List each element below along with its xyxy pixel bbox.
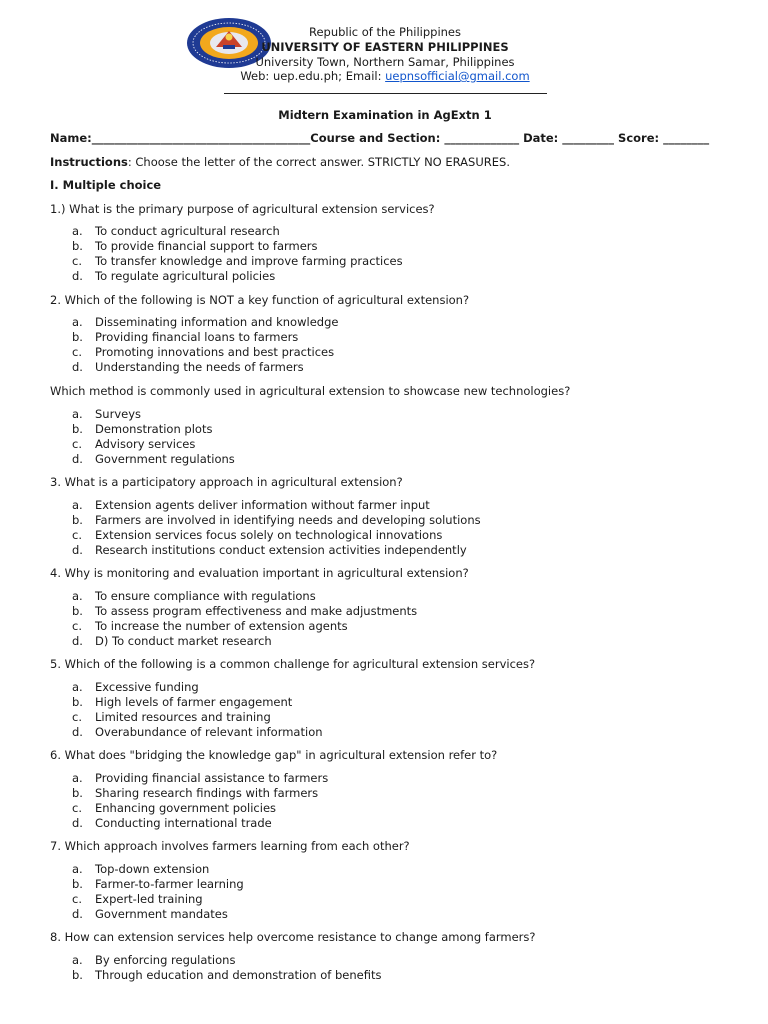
option-text: Through education and demonstration of benefits xyxy=(95,968,382,982)
option-item xyxy=(72,407,235,422)
option-item xyxy=(72,907,244,922)
option-item xyxy=(72,968,381,983)
question-text: 4. Why is monitoring and evaluation important in agricultural extension? xyxy=(50,566,469,580)
option-letter: d. xyxy=(72,360,83,374)
option-letter: c. xyxy=(72,892,82,906)
option-item xyxy=(72,437,235,452)
option-text: To conduct agricultural research xyxy=(95,224,280,238)
option-text: Enhancing government policies xyxy=(95,801,277,815)
option-text: Farmers are involved in identifying needs and developing solutions xyxy=(95,513,481,527)
option-text: Limited resources and training xyxy=(95,710,271,724)
option-item xyxy=(72,528,481,543)
option-list xyxy=(72,771,328,831)
option-text: Promoting innovations and best practices xyxy=(95,345,335,359)
option-text: To assess program effectiveness and make adjustments xyxy=(95,604,418,618)
option-letter: a. xyxy=(72,498,83,512)
option-text: Sharing research findings with farmers xyxy=(95,786,319,800)
option-letter: c. xyxy=(72,345,82,359)
option-letter: c. xyxy=(72,437,82,451)
option-item xyxy=(72,345,338,360)
option-item xyxy=(72,877,244,892)
option-letter: d. xyxy=(72,269,83,283)
option-item xyxy=(72,360,338,375)
option-letter: b. xyxy=(72,877,83,891)
option-list xyxy=(72,862,244,922)
option-letter: d. xyxy=(72,725,83,739)
option-text: Understanding the needs of farmers xyxy=(95,360,304,374)
option-text: Advisory services xyxy=(95,437,196,451)
option-letter: c. xyxy=(72,801,82,815)
option-item xyxy=(72,816,328,831)
option-text: To ensure compliance with regulations xyxy=(95,589,316,603)
option-text: D) To conduct market research xyxy=(95,634,272,648)
option-letter: a. xyxy=(72,862,83,876)
option-letter: d. xyxy=(72,634,83,648)
option-list xyxy=(72,407,235,467)
option-letter: b. xyxy=(72,968,83,982)
option-text: Research institutions conduct extension activities independently xyxy=(95,543,467,557)
option-item xyxy=(72,953,381,968)
option-letter: b. xyxy=(72,422,83,436)
option-letter: d. xyxy=(72,816,83,830)
option-list xyxy=(72,953,381,983)
option-text: Farmer-to-farmer learning xyxy=(95,877,244,891)
option-letter: a. xyxy=(72,771,83,785)
option-item xyxy=(72,680,323,695)
header-republic: Republic of the Philippines xyxy=(308,25,462,39)
option-item xyxy=(72,498,481,513)
option-letter: c. xyxy=(72,528,82,542)
option-item xyxy=(72,695,323,710)
option-item xyxy=(72,513,481,528)
option-item xyxy=(72,269,403,284)
option-text: To transfer knowledge and improve farming practices xyxy=(95,254,403,268)
instructions-text: : Choose the letter of the correct answer. STRICTLY NO ERASURES. xyxy=(127,155,510,169)
option-letter: c. xyxy=(72,619,82,633)
option-letter: d. xyxy=(72,907,83,921)
instructions-label: Instructions xyxy=(50,155,128,169)
option-text: Disseminating information and knowledge xyxy=(95,315,339,329)
option-item xyxy=(72,634,417,649)
option-list xyxy=(72,498,481,558)
option-text: To regulate agricultural policies xyxy=(95,269,276,283)
option-letter: a. xyxy=(72,589,83,603)
question-text: 3. What is a participatory approach in agricultural extension? xyxy=(50,475,403,489)
option-text: Overabundance of relevant information xyxy=(95,725,323,739)
option-letter: d. xyxy=(72,452,83,466)
option-list xyxy=(72,224,403,284)
question-text: 5. Which of the following is a common challenge for agricultural extension services? xyxy=(50,657,536,671)
option-item xyxy=(72,710,323,725)
option-text: Government mandates xyxy=(95,907,228,921)
option-text: Providing financial assistance to farmers xyxy=(95,771,329,785)
option-letter: b. xyxy=(72,330,83,344)
option-text: High levels of farmer engagement xyxy=(95,695,293,709)
question-text: 7. Which approach involves farmers learning from each other? xyxy=(50,839,410,853)
option-text: Providing financial loans to farmers xyxy=(95,330,299,344)
option-letter: c. xyxy=(72,710,82,724)
option-text: Top-down extension xyxy=(95,862,210,876)
option-item xyxy=(72,543,481,558)
option-letter: d. xyxy=(72,543,83,557)
option-item xyxy=(72,725,323,740)
option-letter: b. xyxy=(72,604,83,618)
option-text: Extension agents deliver information without farmer input xyxy=(95,498,430,512)
option-item xyxy=(72,892,244,907)
student-fields: Name:______________________________________Course and Section: _____________ Date: _________ Score: ________ xyxy=(50,131,710,145)
option-item xyxy=(72,422,235,437)
option-item xyxy=(72,801,328,816)
option-item xyxy=(72,771,328,786)
option-text: Demonstration plots xyxy=(95,422,213,436)
option-item xyxy=(72,604,417,619)
question-text: 2. Which of the following is NOT a key function of agricultural extension? xyxy=(50,293,470,307)
option-text: To increase the number of extension agents xyxy=(95,619,348,633)
header-contact xyxy=(200,69,570,83)
email-link[interactable]: uepnsofficial@gmail.com xyxy=(385,69,530,83)
option-letter: b. xyxy=(72,513,83,527)
question-text: Which method is commonly used in agricultural extension to showcase new technologies? xyxy=(50,384,571,398)
option-item xyxy=(72,254,403,269)
option-text: Government regulations xyxy=(95,452,235,466)
option-letter: a. xyxy=(72,953,83,967)
option-item xyxy=(72,452,235,467)
option-item xyxy=(72,862,244,877)
option-text: By enforcing regulations xyxy=(95,953,236,967)
option-item xyxy=(72,786,328,801)
option-list xyxy=(72,315,338,375)
option-letter: a. xyxy=(72,315,83,329)
question-text: 6. What does "bridging the knowledge gap" in agricultural extension refer to? xyxy=(50,748,498,762)
header-divider xyxy=(224,93,547,94)
option-item xyxy=(72,330,338,345)
web-label: Web: uep.edu.ph; Email: xyxy=(240,69,386,83)
option-item xyxy=(72,619,417,634)
instructions xyxy=(50,155,510,169)
option-text: Conducting international trade xyxy=(95,816,272,830)
option-list xyxy=(72,589,417,649)
option-letter: a. xyxy=(72,407,83,421)
question-text: 8. How can extension services help overcome resistance to change among farmers? xyxy=(50,930,536,944)
option-text: Excessive funding xyxy=(95,680,199,694)
option-text: Surveys xyxy=(95,407,141,421)
question-text: 1.) What is the primary purpose of agricultural extension services? xyxy=(50,202,435,216)
option-text: Extension services focus solely on technological innovations xyxy=(95,528,443,542)
option-letter: a. xyxy=(72,224,83,238)
option-text: To provide financial support to farmers xyxy=(95,239,318,253)
option-text: Expert-led training xyxy=(95,892,203,906)
option-item xyxy=(72,315,338,330)
option-letter: a. xyxy=(72,680,83,694)
option-item xyxy=(72,589,417,604)
option-letter: c. xyxy=(72,254,82,268)
section-title: I. Multiple choice xyxy=(50,178,162,192)
header-address: University Town, Northern Samar, Philippines xyxy=(255,55,515,69)
exam-title: Midtern Examination in AgExtn 1 xyxy=(278,108,492,122)
option-letter: b. xyxy=(72,695,83,709)
option-item xyxy=(72,224,403,239)
option-list xyxy=(72,680,323,740)
option-letter: b. xyxy=(72,786,83,800)
header-university: UNIVERSITY OF EASTERN PHILIPPINES xyxy=(261,40,509,54)
option-letter: b. xyxy=(72,239,83,253)
option-item xyxy=(72,239,403,254)
